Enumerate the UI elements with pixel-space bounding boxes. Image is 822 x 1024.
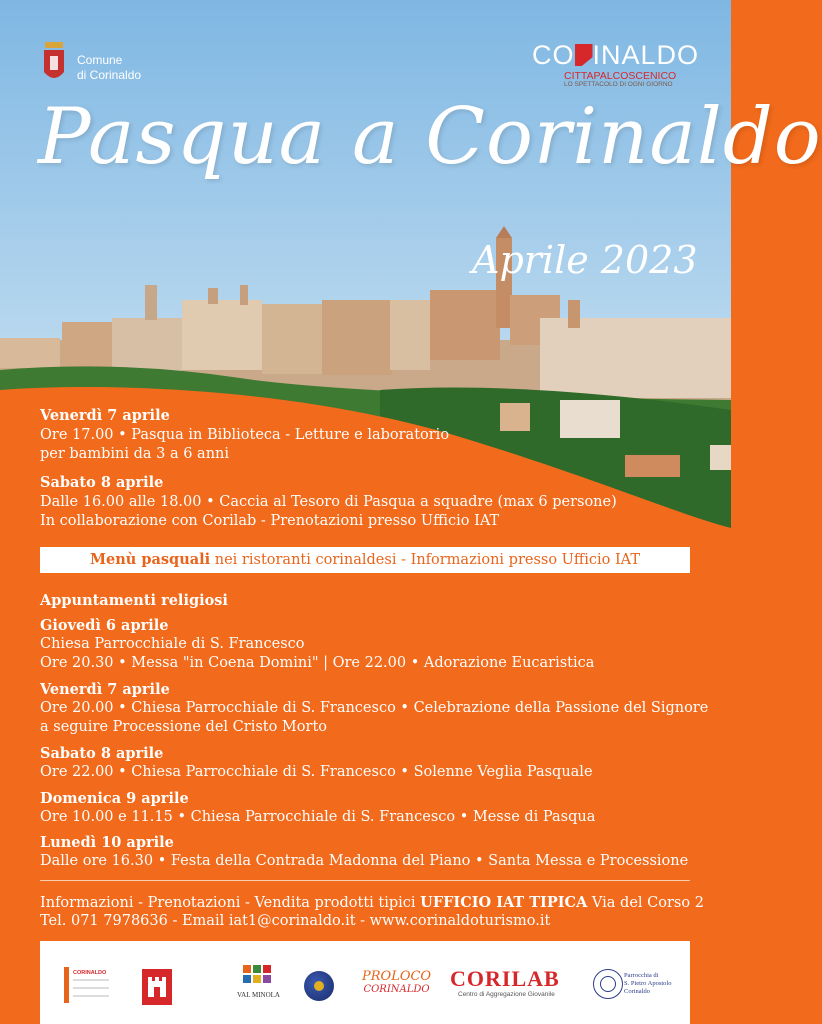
footer-info bbox=[40, 893, 704, 913]
religious-1-line-1: Chiesa Parrocchiale di S. Francesco bbox=[40, 636, 305, 652]
page-subtitle: Aprile 2023 bbox=[472, 238, 698, 282]
comune-line-2: di Corinaldo bbox=[77, 68, 142, 82]
event-2-line-2: In collaborazione con Corilab - Prenotazioni presso Ufficio IAT bbox=[40, 513, 500, 529]
borghi-line-2: più belli bbox=[175, 981, 205, 991]
globe-star-icon bbox=[314, 981, 324, 991]
religious-4-day: Domenica 9 aprile bbox=[40, 790, 189, 807]
religious-3-day: Sabato 8 aprile bbox=[40, 745, 164, 762]
parrocchia-line-3: Corinaldo bbox=[624, 988, 650, 995]
footer-info-prefix: Informazioni - Prenotazioni - Vendita prodotti tipici bbox=[40, 895, 421, 911]
religious-5-day: Lunedì 10 aprile bbox=[40, 834, 174, 851]
page-title: Pasqua a Corinaldo bbox=[38, 92, 822, 182]
brand-tagline: CITTAPALCOSCENICO bbox=[564, 70, 677, 82]
religious-4-line-1: Ore 10.00 e 11.15 • Chiesa Parrocchiale di S. Francesco • Messe di Pasqua bbox=[40, 809, 596, 825]
small-line bbox=[73, 995, 109, 997]
corilab-subtitle: Centro di Aggregazione Giovanile bbox=[458, 991, 555, 998]
event-2-line-1: Dalle 16.00 alle 18.00 • Caccia al Tesoro di Pasqua a squadre (max 6 persone) bbox=[40, 494, 617, 510]
seal-inner bbox=[600, 976, 616, 992]
event-2-day: Sabato 8 aprile bbox=[40, 474, 164, 491]
valminola-text: VAL MINOLA bbox=[237, 991, 280, 999]
brand-subtagline: LO SPETTACOLO DI OGNI GIORNO bbox=[564, 81, 673, 88]
corinaldo-brand-logo bbox=[532, 40, 699, 71]
borghi-logo bbox=[142, 969, 212, 1005]
partner-logos-bar bbox=[40, 941, 690, 1024]
menu-bold: Menù pasquali bbox=[89, 551, 211, 568]
proloco-line-1: PROLOCO bbox=[362, 969, 432, 984]
brand-left: CO bbox=[532, 40, 575, 70]
proloco-line-2: CORINALDO bbox=[363, 984, 430, 995]
coat-of-arms-icon bbox=[42, 40, 66, 86]
comune-text bbox=[77, 53, 141, 83]
corinaldo-small-text: CORINALDO bbox=[73, 970, 107, 976]
event-1-line-1: Ore 17.00 • Pasqua in Biblioteca - Letture e laboratorio bbox=[40, 427, 450, 443]
orange-stripe bbox=[64, 967, 69, 1003]
event-1-line-2: per bambini da 3 a 6 anni bbox=[40, 446, 230, 462]
valminola-icon bbox=[243, 965, 273, 989]
religious-2-line-1: Ore 20.00 • Chiesa Parrocchiale di S. Francesco • Celebrazione della Passione del Signore bbox=[40, 700, 709, 716]
globe-logo bbox=[304, 971, 334, 1001]
divider bbox=[40, 880, 690, 881]
religious-1-day: Giovedì 6 aprile bbox=[40, 617, 169, 634]
corinaldo-small-logo bbox=[64, 967, 114, 1003]
small-line bbox=[73, 979, 109, 981]
small-line bbox=[73, 987, 109, 989]
religious-3-line-1: Ore 22.00 • Chiesa Parrocchiale di S. Francesco • Solenne Veglia Pasquale bbox=[40, 764, 593, 780]
brand-flag-icon bbox=[575, 44, 593, 66]
corilab-text: CORILAB bbox=[450, 966, 560, 991]
menu-rest: nei ristoranti corinaldesi - Informazioni presso Ufficio IAT bbox=[210, 552, 641, 568]
footer-info-bold: UFFICIO IAT TIPICA bbox=[420, 894, 588, 911]
parrocchia-line-1: Parrocchia di bbox=[624, 972, 659, 979]
religious-5-line-1: Dalle ore 16.30 • Festa della Contrada Madonna del Piano • Santa Messa e Processione bbox=[40, 853, 689, 869]
religious-2-line-2: a seguire Processione del Cristo Morto bbox=[40, 719, 327, 735]
comune-line-1: Comune bbox=[77, 53, 123, 67]
corilab-logo bbox=[450, 967, 560, 998]
parrocchia-line-2: S. Pietro Apostolo bbox=[624, 980, 672, 987]
brand-right: INALDO bbox=[592, 40, 700, 70]
footer-contacts: Tel. 071 7978636 - Email iat1@corinaldo.it - www.corinaldoturismo.it bbox=[40, 913, 551, 929]
parrocchia-text bbox=[624, 972, 672, 996]
footer-info-suffix: Via del Corso 2 bbox=[587, 895, 704, 911]
menu-banner bbox=[40, 547, 690, 573]
religious-heading: Appuntamenti religiosi bbox=[40, 592, 228, 609]
borghi-text bbox=[175, 971, 205, 1001]
religious-1-line-2: Ore 20.30 • Messa "in Coena Domini" | Ore 22.00 • Adorazione Eucaristica bbox=[40, 655, 595, 671]
proloco-logo bbox=[362, 970, 431, 996]
castle-icon bbox=[142, 969, 172, 1005]
borghi-line-3: d'Italia bbox=[175, 991, 200, 1001]
religious-2-day: Venerdì 7 aprile bbox=[40, 681, 170, 698]
borghi-line-1: I Borghi bbox=[175, 971, 206, 981]
event-1-day: Venerdì 7 aprile bbox=[40, 407, 170, 424]
valminola-logo bbox=[237, 965, 281, 1005]
comune-logo bbox=[42, 40, 66, 90]
parrocchia-seal-icon bbox=[593, 969, 623, 999]
